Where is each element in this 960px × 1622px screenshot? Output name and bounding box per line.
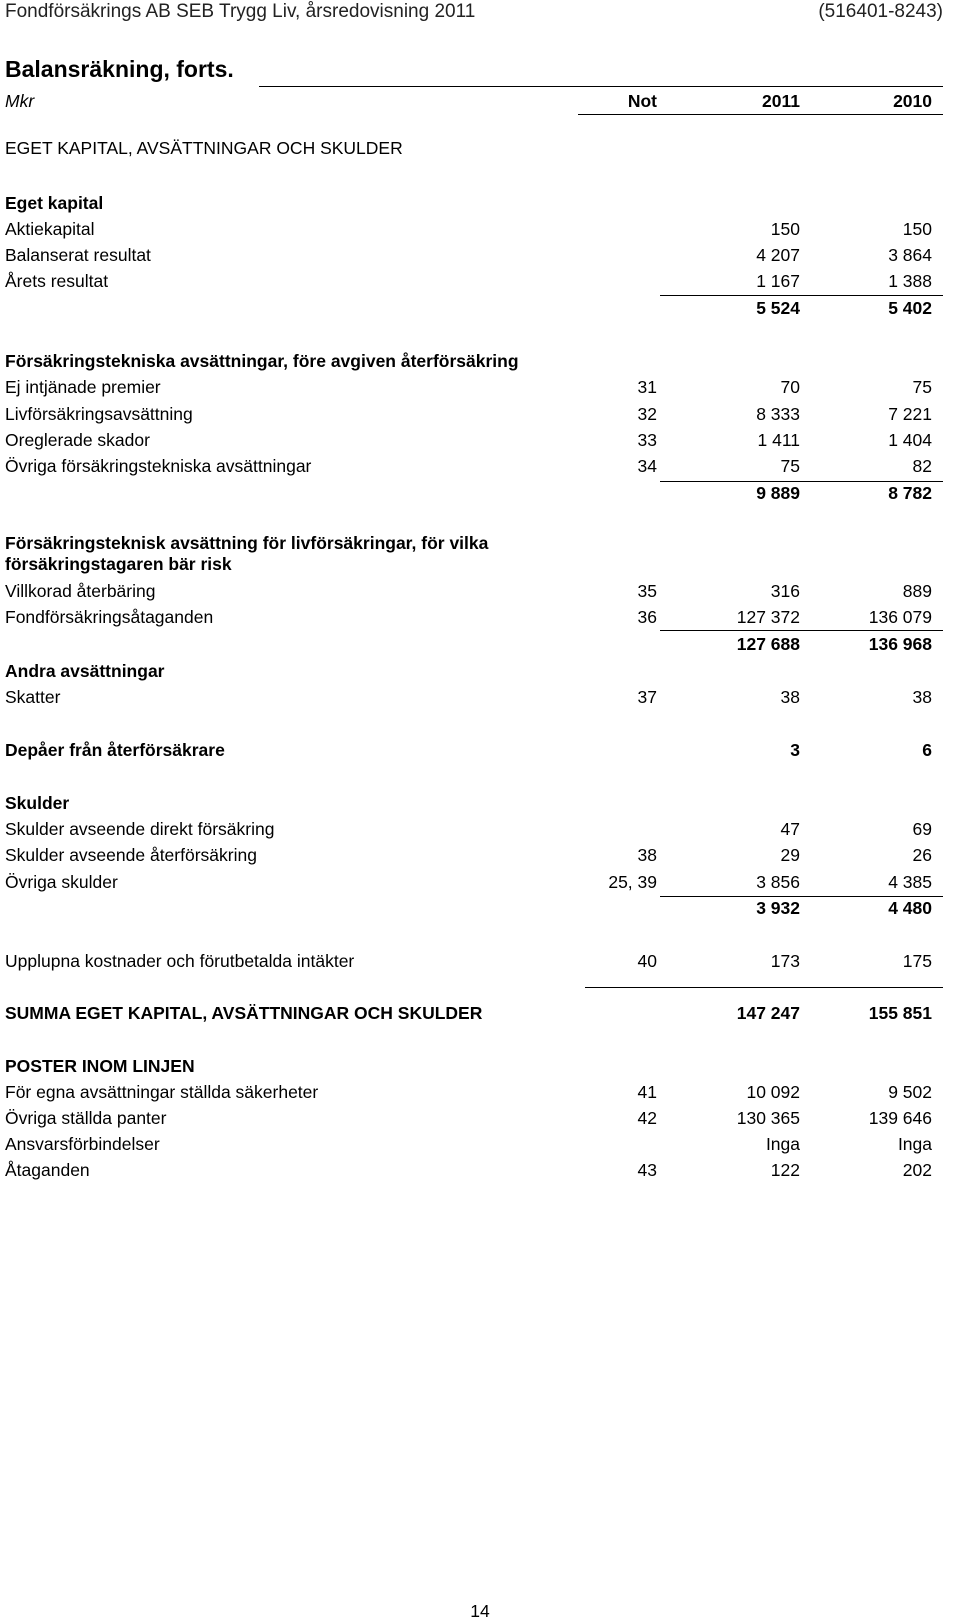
table-row: Balanserat resultat 4 207 3 864 <box>5 245 932 265</box>
section-heading: EGET KAPITAL, AVSÄTTNINGAR OCH SKULDER <box>5 138 403 158</box>
unit-label: Mkr <box>5 91 35 111</box>
group-heading: Försäkringsteknisk avsättning för livförsäkringar, för vilka <box>5 533 489 553</box>
year-2010-header: 2010 <box>893 91 932 111</box>
table-row: Övriga försäkringstekniska avsättningar 34 75 82 <box>5 456 932 476</box>
group-heading: POSTER INOM LINJEN <box>5 1056 195 1076</box>
table-row: Depåer från återförsäkrare 3 6 <box>5 740 932 760</box>
table-row: Upplupna kostnader och förutbetalda intäkter 40 173 175 <box>5 951 932 971</box>
column-header-rule <box>578 114 943 115</box>
column-header-row <box>5 90 943 112</box>
page-title: Balansräkning, forts. <box>5 56 234 82</box>
table-row: Skatter 37 38 38 <box>5 687 932 707</box>
grand-total-rule <box>585 987 943 988</box>
subtotal-row: 9 889 8 782 <box>756 483 932 503</box>
table-row: Skulder avseende direkt försäkring 47 69 <box>5 819 932 839</box>
table-row: Livförsäkringsavsättning 32 8 333 7 221 <box>5 404 932 424</box>
table-row: Skulder avseende återförsäkring 38 29 26 <box>5 845 932 865</box>
group-heading: försäkringstagaren bär risk <box>5 554 232 574</box>
table-row: Villkorad återbäring 35 316 889 <box>5 581 932 601</box>
report-title: Fondförsäkrings AB SEB Trygg Liv, årsredovisning 2011 <box>5 1 476 22</box>
org-number: (516401-8243) <box>818 1 943 22</box>
title-rule <box>259 86 943 87</box>
grand-total-row: SUMMA EGET KAPITAL, AVSÄTTNINGAR OCH SKULDER 147 247 155 851 <box>5 1003 932 1023</box>
table-row: Övriga skulder 25, 39 3 856 4 385 <box>5 872 932 892</box>
table-row: Årets resultat 1 167 1 388 <box>5 271 932 291</box>
not-column-header: Not <box>627 91 657 111</box>
table-row: För egna avsättningar ställda säkerheter 41 10 092 9 502 <box>5 1082 932 1102</box>
group-heading: Eget kapital <box>5 193 104 213</box>
subtotal-rule <box>660 295 943 296</box>
subtotal-row: 127 688 136 968 <box>736 634 932 654</box>
table-row: Ej intjänade premier 31 70 75 <box>5 377 932 397</box>
group-heading: Andra avsättningar <box>5 661 165 681</box>
table-row: Övriga ställda panter 42 130 365 139 646 <box>5 1108 932 1128</box>
group-heading: Skulder <box>5 793 70 813</box>
subtotal-rule <box>660 630 943 631</box>
table-row: Ansvarsförbindelser Inga Inga <box>5 1134 932 1154</box>
table-row: Aktiekapital 150 150 <box>5 219 932 239</box>
page-number: 14 <box>470 1601 490 1621</box>
table-row: Fondförsäkringsåtaganden 36 127 372 136 079 <box>5 607 932 627</box>
group-heading: Försäkringstekniska avsättningar, före avgiven återförsäkring <box>5 351 519 371</box>
year-2011-header: 2011 <box>762 91 800 111</box>
table-row: Åtaganden 43 122 202 <box>5 1160 932 1180</box>
table-row: Oreglerade skador 33 1 411 1 404 <box>5 430 932 450</box>
subtotal-row: 5 524 5 402 <box>756 298 932 318</box>
subtotal-row: 3 932 4 480 <box>756 898 932 918</box>
page-header <box>5 0 943 26</box>
